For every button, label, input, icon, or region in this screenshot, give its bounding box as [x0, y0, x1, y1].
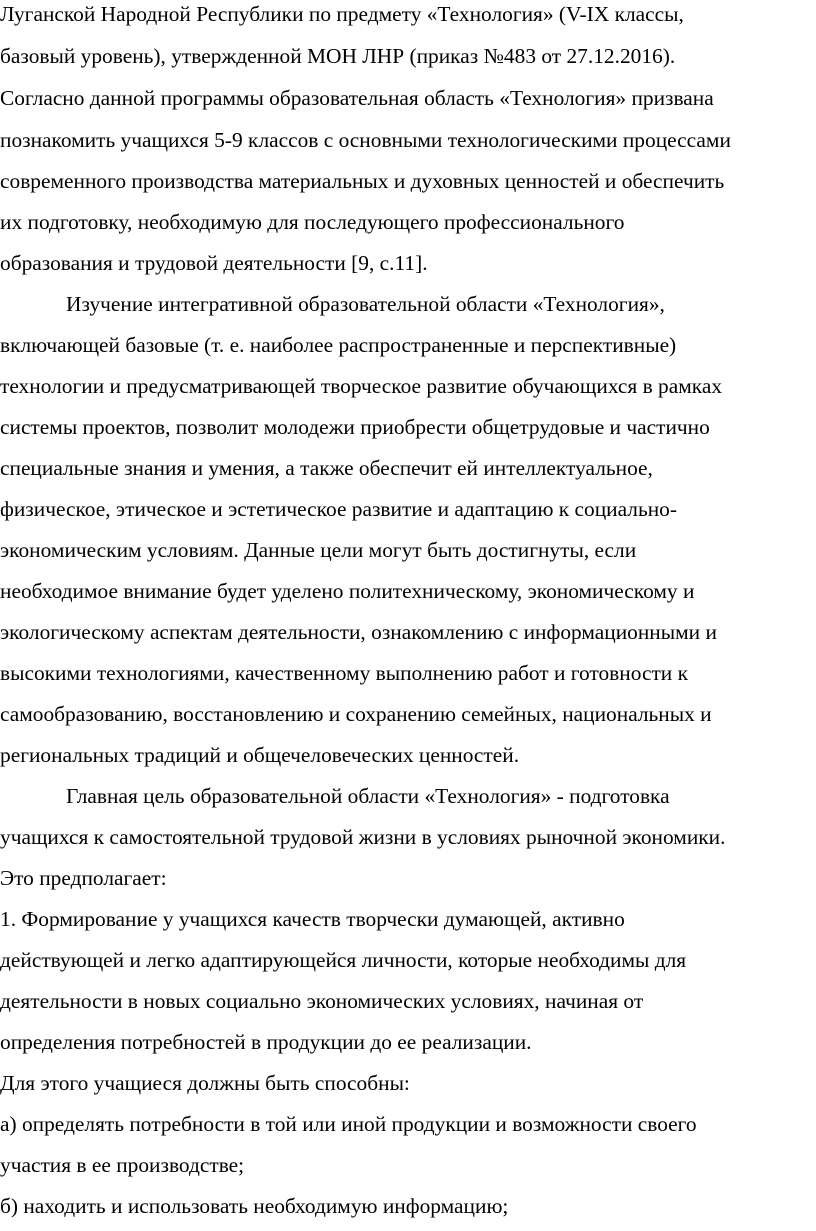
text-line: необходимое внимание будет уделено политехническому, экономическому и: [0, 579, 695, 603]
text-line: специальные знания и умения, а также обеспечит ей интеллектуальное,: [0, 456, 653, 480]
paragraph-first-line: Главная цель образовательной области «Технология» - подготовка: [66, 784, 670, 808]
text-line: их подготовку, необходимую для последующего профессионального: [0, 210, 625, 234]
text-line: Луганской Народной Республики по предмету «Технология» (V-IX классы,: [0, 2, 684, 26]
text-line: действующей и легко адаптирующейся личности, которые необходимы для: [0, 948, 687, 972]
text-line: определения потребностей в продукции до ее реализации.: [0, 1030, 532, 1054]
text-line: Это предполагает:: [0, 866, 167, 890]
text-line: экологическому аспектам деятельности, ознакомлению с информационными и: [0, 620, 717, 644]
text-line: экономическим условиям. Данные цели могут быть достигнуты, если: [0, 538, 637, 562]
text-line: технологии и предусматривающей творческое развитие обучающихся в рамках: [0, 374, 723, 398]
list-item-line: б) находить и использовать необходимую информацию;: [0, 1194, 509, 1218]
paragraph-first-line: Изучение интегративной образовательной области «Технология»,: [66, 292, 665, 316]
text-line: системы проектов, позволит молодежи приобрести общетрудовые и частично: [0, 415, 710, 439]
text-line: образования и трудовой деятельности [9, с.11].: [0, 251, 428, 275]
text-line: Для этого учащиеся должны быть способны:: [0, 1071, 410, 1095]
text-line: деятельности в новых социально экономических условиях, начиная от: [0, 989, 644, 1013]
text-line: участия в ее производстве;: [0, 1153, 245, 1177]
text-line: включающей базовые (т. е. наиболее распространенные и перспективные): [0, 333, 677, 357]
list-item-line: 1. Формирование у учащихся качеств творчески думающей, активно: [0, 907, 625, 931]
text-line: базовый уровень), утвержденной МОН ЛНР (приказ №483 от 27.12.2016).: [0, 44, 676, 68]
list-item-line: а) определять потребности в той или иной продукции и возможности своего: [0, 1112, 697, 1136]
text-line: региональных традиций и общечеловеческих ценностей.: [0, 743, 520, 767]
text-line: Согласно данной программы образовательная область «Технология» призвана: [0, 86, 714, 110]
text-line: современного производства материальных и духовных ценностей и обеспечить: [0, 169, 725, 193]
text-line: самообразованию, восстановлению и сохранению семейных, национальных и: [0, 702, 712, 726]
text-line: физическое, этическое и эстетическое развитие и адаптацию к социально-: [0, 497, 677, 521]
text-line: высокими технологиями, качественному выполнению работ и готовности к: [0, 661, 688, 685]
text-line: познакомить учащихся 5-9 классов с основными технологическими процессами: [0, 128, 731, 152]
text-line: учащихся к самостоятельной трудовой жизни в условиях рыночной экономики.: [0, 825, 726, 849]
